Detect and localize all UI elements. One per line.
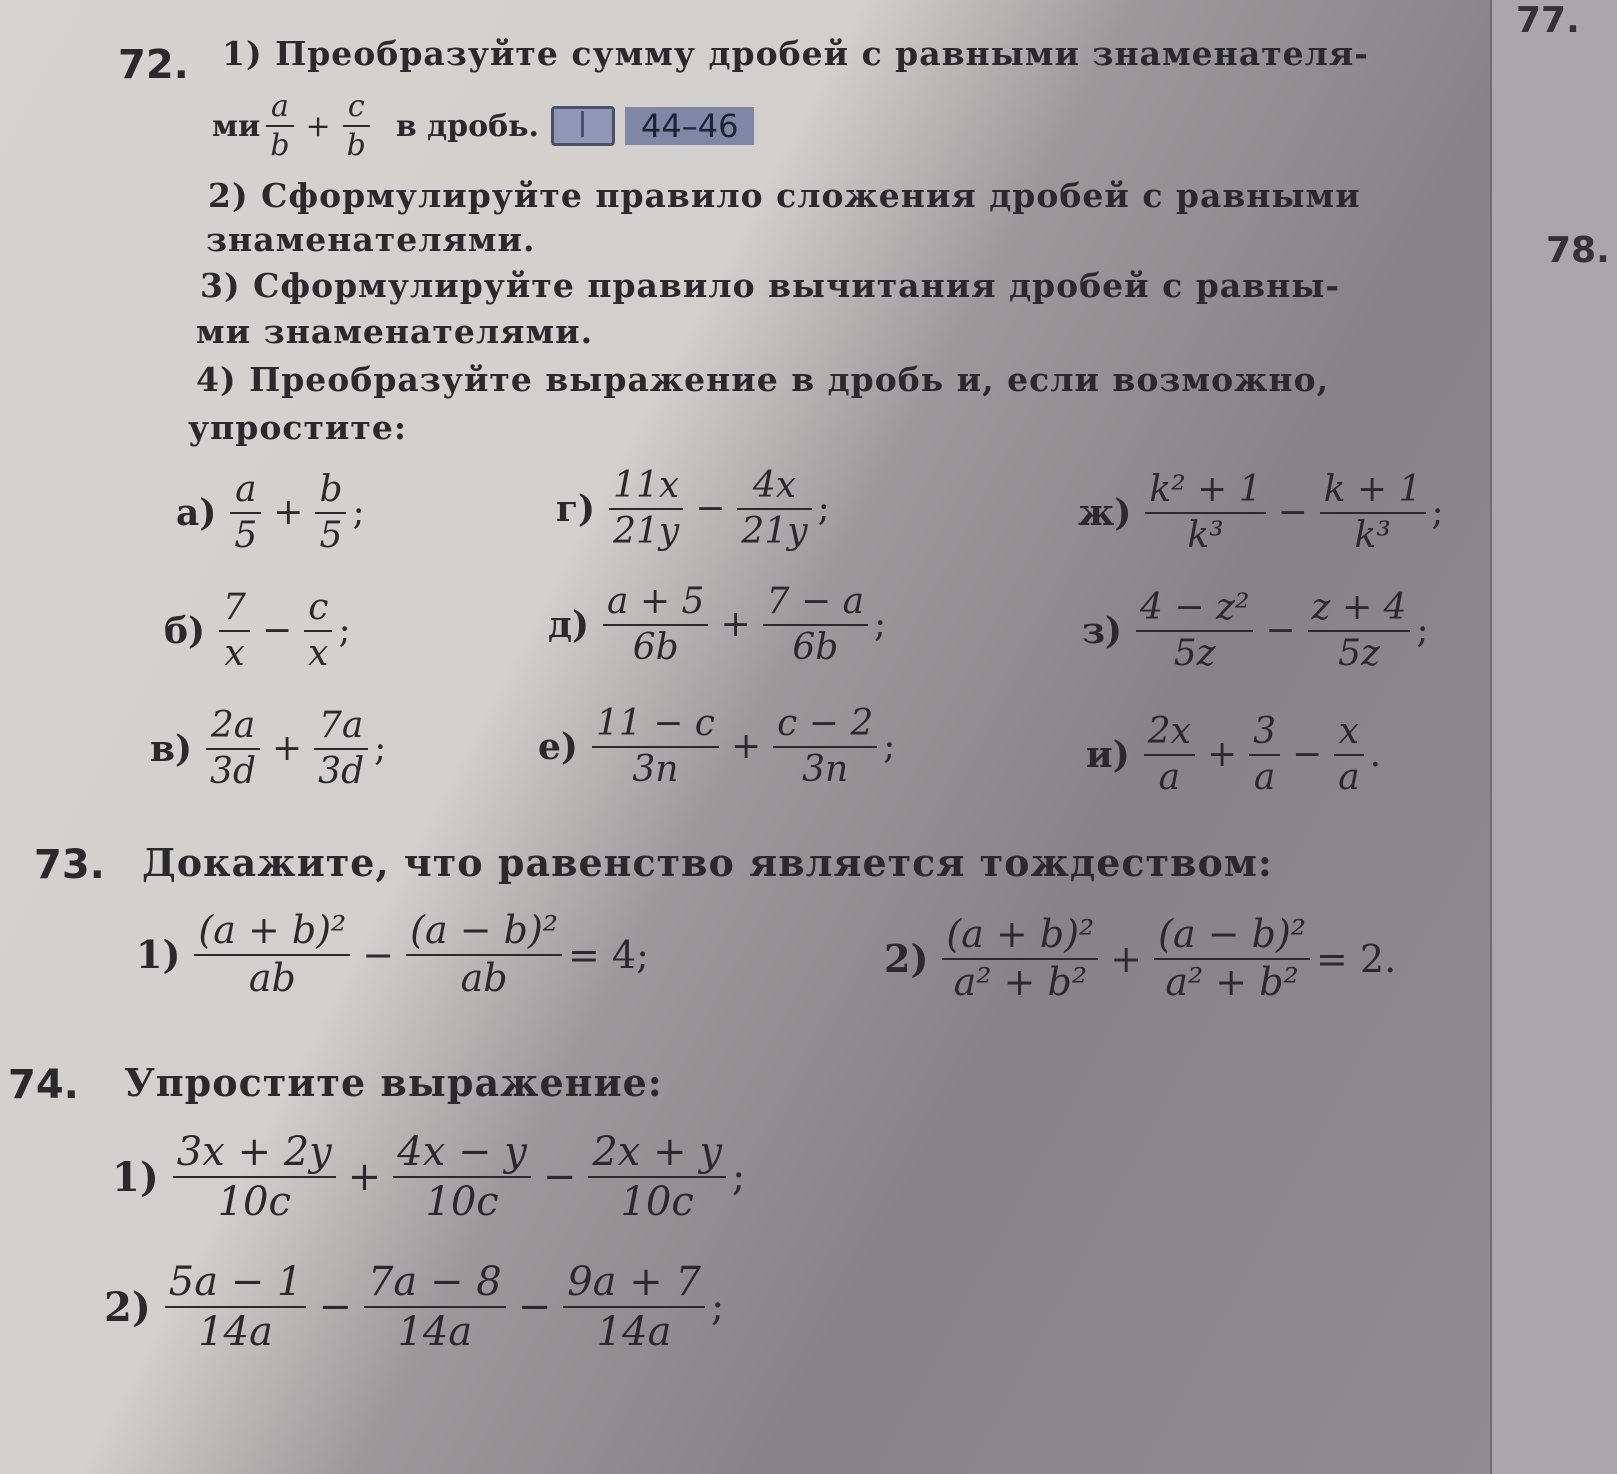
operator: + [347,1154,382,1200]
denominator: 10c [425,1179,499,1225]
fraction [603,582,708,667]
fraction-bar [737,508,811,510]
numerator: (a + b)² [198,908,347,952]
numerator: 7a [318,705,364,746]
numerator: 11 − c [595,703,715,744]
operator: + [720,604,751,646]
denominator: 3d [210,750,256,792]
fraction [1145,470,1265,555]
denominator: b [346,128,366,163]
fraction [393,1130,531,1224]
operator: − [542,1154,577,1200]
item-label: 1) [136,932,181,978]
fraction-bar [763,624,868,626]
item-label: г) [556,487,596,530]
numerator: 11x [613,465,680,506]
exercise-72-e [538,704,895,789]
item-label: ж) [1078,491,1132,534]
numerator: a [270,89,289,124]
item-label: в) [150,727,193,770]
fraction-bar [315,512,346,514]
fraction [1154,914,1310,1004]
terminator: ; [731,1154,746,1200]
numerator: (a − b)² [1158,912,1307,956]
problem-74-expr1 [112,1130,745,1224]
numerator: (a − b)² [410,908,559,952]
fraction-bar [1334,754,1363,756]
denominator: 3n [802,748,849,790]
q1-line2-suffix: в дробь. [395,108,539,144]
item-label: 1) [112,1153,159,1201]
numerator: x [1338,711,1360,752]
fraction-bar [1145,512,1265,514]
operator: − [695,488,726,530]
denominator: ab [460,955,508,1000]
problem-72-number: 72. [118,42,189,88]
numerator: 3 [1253,711,1277,752]
fraction [942,914,1098,1004]
operator: − [1265,610,1296,652]
denominator: x [224,632,245,674]
fraction-bar [219,630,250,632]
fraction [315,470,346,555]
fraction-bar [304,630,332,632]
denominator: x [308,632,329,674]
operator: + [273,492,304,534]
problem-73-title: Докажите, что равенство является тождеством: [142,840,1273,885]
problem-72-q3-line2: ми знаменателями. [196,312,594,351]
exercise-72-a [176,470,365,555]
fraction-bar [773,746,877,748]
numerator: 7 − a [766,581,865,622]
exercise-72-i [1086,712,1381,797]
item-label: б) [164,609,206,652]
denominator: b [270,128,290,163]
numerator: c [308,587,329,628]
numerator: a [235,469,257,510]
problem-72-q4-line1: 4) Преобразуйте выражение в дробь и, если возможно, [196,360,1330,399]
problem-72-q1-line1: 1) Преобразуйте сумму дробей с равными знаменателя- [222,34,1369,73]
fraction-bar [563,1306,705,1308]
fraction [165,1260,307,1354]
fraction [364,1260,506,1354]
fraction-bar [1136,630,1253,632]
numerator: c [347,89,365,124]
numerator: 4 − z² [1140,587,1250,628]
problem-73-eq1 [136,910,649,1000]
item-label: а) [176,491,217,534]
fraction-bar [343,125,370,127]
terminator: ; [352,492,365,534]
numerator: 4x − y [397,1129,527,1175]
fraction-bar [592,746,719,748]
denominator: a² + b² [953,959,1088,1004]
fraction-bar [266,125,293,127]
terminator: ; [1416,610,1429,652]
numerator: (a + b)² [946,912,1095,956]
exercise-72-v [150,706,386,791]
numerator: 5a − 1 [168,1259,303,1305]
item-label: е) [538,725,578,768]
denominator: 10c [620,1179,694,1225]
item-label: 2) [104,1283,151,1331]
fraction [173,1130,336,1224]
numerator: k² + 1 [1149,469,1262,510]
terminator: . [1369,734,1382,776]
fraction [194,910,350,1000]
fraction-bar [588,1176,726,1178]
terminator: ; [710,1284,725,1330]
right-hand-side: = 4; [568,932,649,977]
fraction [1249,712,1280,797]
fraction-bar [609,508,683,510]
exercise-72-b [164,588,351,673]
denominator: 6b [632,626,679,668]
denominator: 14a [397,1309,473,1355]
fraction [588,1130,726,1224]
denominator: 14a [596,1309,672,1355]
exercise-72-g [556,466,830,551]
fraction [773,704,877,789]
adjacent-page-edge [1490,0,1617,1474]
book-reference-icon [551,106,615,146]
operator: + [272,728,303,770]
denominator: k³ [1187,514,1224,556]
terminator: ; [374,728,387,770]
denominator: 3d [318,750,365,792]
exercise-72-d [548,582,886,667]
operator: − [517,1284,552,1330]
fraction [592,704,719,789]
side-number-77: 77. [1516,0,1580,41]
exercise-72-z [1082,588,1429,673]
operator: − [318,1284,352,1330]
fraction-bar [364,1306,506,1308]
fraction-a-over-b [266,90,293,162]
denominator: 6b [792,626,839,668]
problem-72-q2-line1: 2) Сформулируйте правило сложения дробей с равными [208,176,1361,215]
operator: − [1292,734,1323,776]
operator: + [1110,936,1143,981]
terminator: ; [817,488,830,530]
fraction-bar [1308,630,1411,632]
fraction-bar [314,748,368,750]
fraction-bar [206,748,260,750]
problem-74-expr2 [104,1260,724,1354]
problem-72-q1-line2 [212,90,754,162]
numerator: 2a [210,705,256,746]
fraction [314,706,368,791]
fraction [763,582,868,667]
fraction-bar [603,624,708,626]
fraction-bar [165,1306,307,1308]
fraction-bar [393,1176,531,1178]
fraction-c-over-b [343,90,370,162]
denominator: a² + b² [1165,959,1299,1004]
fraction [609,466,683,551]
denominator: 3n [632,748,679,790]
numerator: c − 2 [777,703,874,744]
side-number-78: 78. [1546,230,1610,271]
denominator: 5z [1173,632,1216,674]
problem-72-q3-line1: 3) Сформулируйте правило вычитания дробей с равны- [200,266,1341,305]
denominator: a [1338,756,1360,798]
denominator: 5z [1338,632,1380,674]
problem-73-eq2 [884,914,1396,1004]
numerator: k + 1 [1323,469,1422,510]
terminator: ; [874,604,887,646]
operator: − [362,932,395,977]
problem-74-title: Упростите выражение: [124,1060,663,1105]
problem-72-q4-line2: упростите: [188,408,408,447]
fraction-bar [1320,512,1426,514]
numerator: 3x + 2y [176,1129,332,1175]
terminator: ; [1431,492,1444,534]
fraction-bar [230,512,261,514]
operator: + [1206,734,1238,776]
fraction-bar [1249,754,1280,756]
reference-pages-badge: 44–46 [625,107,754,145]
fraction [1334,712,1363,797]
operator: − [261,610,293,652]
fraction [737,466,811,551]
operator: − [1277,492,1308,534]
fraction [230,470,261,555]
denominator: k³ [1354,514,1391,556]
numerator: 9a + 7 [567,1259,701,1305]
numerator: 2x + y [592,1129,722,1175]
q1-line2-prefix: ми [212,108,261,144]
terminator: ; [883,726,896,768]
denominator: a [1158,756,1181,798]
denominator: 5 [234,514,258,556]
right-hand-side: = 2. [1316,936,1397,981]
denominator: ab [248,955,296,1000]
problem-73-number: 73. [34,842,105,888]
operator: + [730,726,762,768]
fraction [563,1260,705,1354]
problem-74-number: 74. [8,1062,79,1108]
fraction [406,910,562,1000]
exercise-72-zh [1078,470,1444,555]
numerator: 7 [223,587,246,628]
fraction [1320,470,1426,555]
terminator: ; [338,610,351,652]
item-label: з) [1082,609,1123,652]
numerator: z + 4 [1311,587,1407,628]
fraction [1144,712,1195,797]
denominator: 10c [217,1179,291,1225]
fraction [219,588,250,673]
fraction [206,706,260,791]
fraction-bar [173,1176,336,1178]
numerator: 2x [1147,711,1191,752]
item-label: и) [1086,733,1130,776]
denominator: a [1253,756,1276,798]
numerator: b [319,469,343,510]
denominator: 21y [741,510,808,552]
denominator: 21y [613,510,680,552]
numerator: a + 5 [607,581,705,622]
denominator: 5 [319,514,343,556]
fraction [1136,588,1253,673]
fraction-bar [1144,754,1195,756]
fraction [1308,588,1411,673]
fraction [304,588,332,673]
numerator: 7a − 8 [367,1259,502,1305]
item-label: 2) [884,936,929,982]
plus-sign: + [305,108,331,144]
denominator: 14a [198,1309,273,1355]
problem-72-q2-line2: знаменателями. [206,220,536,259]
numerator: 4x [752,465,797,506]
item-label: д) [548,603,590,646]
